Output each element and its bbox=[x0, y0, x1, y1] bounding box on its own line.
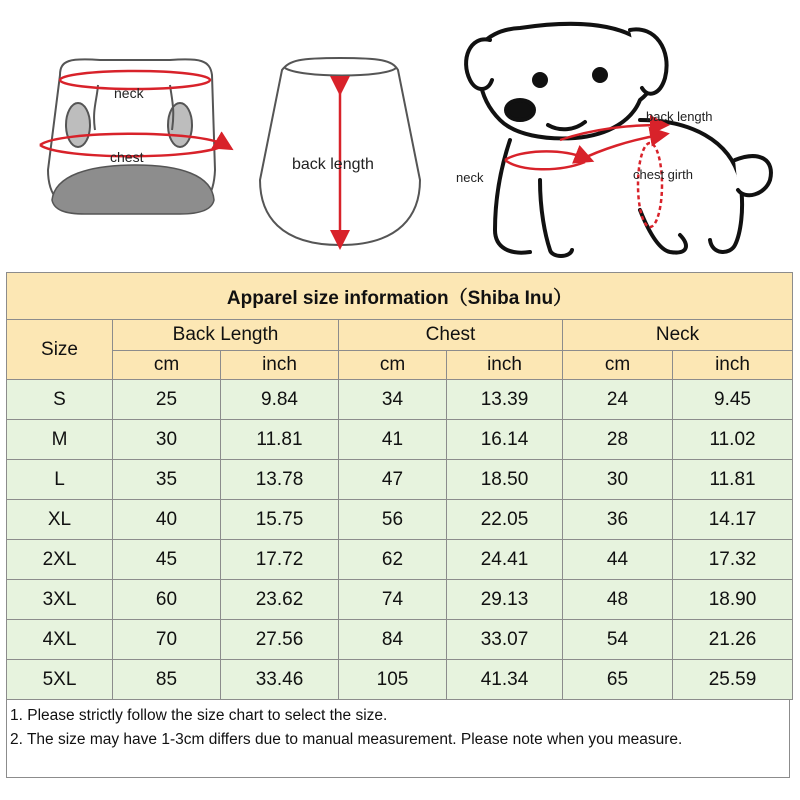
value-cell: 21.26 bbox=[673, 620, 793, 660]
value-cell: 18.50 bbox=[447, 460, 563, 500]
size-cell: M bbox=[7, 420, 113, 460]
value-cell: 11.81 bbox=[221, 420, 339, 460]
value-cell: 65 bbox=[563, 660, 673, 700]
unit-header: cm bbox=[563, 351, 673, 380]
dog-neck-label: neck bbox=[456, 170, 484, 185]
value-cell: 15.75 bbox=[221, 500, 339, 540]
back-length-label: back length bbox=[292, 156, 374, 173]
value-cell: 24 bbox=[563, 380, 673, 420]
dog-back-length-label: back length bbox=[646, 109, 713, 124]
value-cell: 54 bbox=[563, 620, 673, 660]
value-cell: 33.46 bbox=[221, 660, 339, 700]
value-cell: 13.78 bbox=[221, 460, 339, 500]
size-chart bbox=[6, 272, 792, 778]
size-cell: 2XL bbox=[7, 540, 113, 580]
value-cell: 24.41 bbox=[447, 540, 563, 580]
value-cell: 27.56 bbox=[221, 620, 339, 660]
value-cell: 25.59 bbox=[673, 660, 793, 700]
value-cell: 30 bbox=[113, 420, 221, 460]
value-cell: 22.05 bbox=[447, 500, 563, 540]
value-cell: 11.02 bbox=[673, 420, 793, 460]
table-unit-row bbox=[7, 351, 793, 380]
value-cell: 25 bbox=[113, 380, 221, 420]
note-2: 2. The size may have 1-3cm differs due to manual measurement. Please note when you measure. bbox=[10, 731, 683, 748]
neck-header: Neck bbox=[563, 320, 793, 351]
back-length-header: Back Length bbox=[113, 320, 339, 351]
value-cell: 47 bbox=[339, 460, 447, 500]
value-cell: 36 bbox=[563, 500, 673, 540]
table-row bbox=[7, 460, 793, 500]
table-header-row bbox=[7, 320, 793, 351]
table-row bbox=[7, 660, 793, 700]
value-cell: 9.45 bbox=[673, 380, 793, 420]
value-cell: 41.34 bbox=[447, 660, 563, 700]
unit-header: inch bbox=[673, 351, 793, 380]
unit-header: inch bbox=[447, 351, 563, 380]
value-cell: 60 bbox=[113, 580, 221, 620]
unit-header: cm bbox=[113, 351, 221, 380]
table-row bbox=[7, 540, 793, 580]
value-cell: 85 bbox=[113, 660, 221, 700]
front-chest-label: chest bbox=[110, 149, 144, 165]
table-title: Apparel size information（Shiba Inu） bbox=[7, 273, 793, 320]
value-cell: 9.84 bbox=[221, 380, 339, 420]
illustration-drawings bbox=[0, 0, 800, 272]
value-cell: 56 bbox=[339, 500, 447, 540]
table-title-row bbox=[7, 273, 793, 320]
value-cell: 11.81 bbox=[673, 460, 793, 500]
value-cell: 33.07 bbox=[447, 620, 563, 660]
value-cell: 23.62 bbox=[221, 580, 339, 620]
size-cell: 5XL bbox=[7, 660, 113, 700]
table-row bbox=[7, 420, 793, 460]
value-cell: 18.90 bbox=[673, 580, 793, 620]
value-cell: 34 bbox=[339, 380, 447, 420]
dog-chest-girth-label: chest girth bbox=[633, 167, 693, 182]
unit-header: cm bbox=[339, 351, 447, 380]
front-vest-illustration bbox=[40, 59, 225, 214]
value-cell: 35 bbox=[113, 460, 221, 500]
size-header: Size bbox=[7, 320, 113, 380]
size-cell: L bbox=[7, 460, 113, 500]
value-cell: 17.32 bbox=[673, 540, 793, 580]
value-cell: 40 bbox=[113, 500, 221, 540]
front-neck-label: neck bbox=[114, 85, 144, 101]
value-cell: 44 bbox=[563, 540, 673, 580]
table-row bbox=[7, 580, 793, 620]
back-vest-illustration bbox=[260, 58, 420, 245]
measurement-illustrations bbox=[0, 0, 800, 272]
note-1: 1. Please strictly follow the size chart to select the size. bbox=[10, 707, 388, 724]
table-row bbox=[7, 620, 793, 660]
value-cell: 41 bbox=[339, 420, 447, 460]
value-cell: 45 bbox=[113, 540, 221, 580]
size-cell: S bbox=[7, 380, 113, 420]
value-cell: 16.14 bbox=[447, 420, 563, 460]
value-cell: 13.39 bbox=[447, 380, 563, 420]
value-cell: 28 bbox=[563, 420, 673, 460]
value-cell: 84 bbox=[339, 620, 447, 660]
size-table bbox=[6, 272, 793, 700]
size-cell: XL bbox=[7, 500, 113, 540]
size-cell: 4XL bbox=[7, 620, 113, 660]
value-cell: 29.13 bbox=[447, 580, 563, 620]
value-cell: 70 bbox=[113, 620, 221, 660]
value-cell: 30 bbox=[563, 460, 673, 500]
dog-illustration bbox=[466, 24, 771, 256]
value-cell: 74 bbox=[339, 580, 447, 620]
size-cell: 3XL bbox=[7, 580, 113, 620]
table-row bbox=[7, 380, 793, 420]
value-cell: 62 bbox=[339, 540, 447, 580]
value-cell: 105 bbox=[339, 660, 447, 700]
value-cell: 17.72 bbox=[221, 540, 339, 580]
value-cell: 14.17 bbox=[673, 500, 793, 540]
chest-header: Chest bbox=[339, 320, 563, 351]
table-row bbox=[7, 500, 793, 540]
value-cell: 48 bbox=[563, 580, 673, 620]
notes bbox=[6, 700, 790, 778]
unit-header: inch bbox=[221, 351, 339, 380]
